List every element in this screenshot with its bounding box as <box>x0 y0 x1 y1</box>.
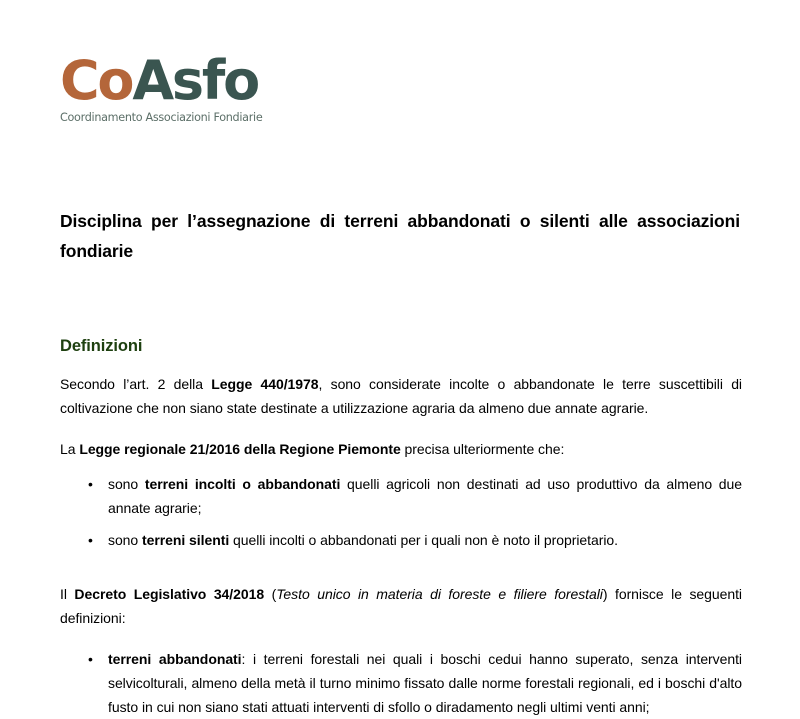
coasfo-logo <box>60 49 290 125</box>
paragraph-legge-regionale-bold: Legge regionale 21/2016 della Regione Piemonte <box>79 441 401 457</box>
list-item <box>60 528 742 552</box>
page-title: Disciplina per l’assegnazione di terreni abbandonati o silenti alle associazioni fondiarie <box>60 211 740 261</box>
list-item-lead: sono <box>108 532 142 548</box>
list-item-lead: sono <box>108 476 145 492</box>
paragraph-decreto-mid: ( <box>264 586 277 602</box>
bullet-icon: • <box>88 532 93 548</box>
paragraph-decreto-bold: Decreto Legislativo 34/2018 <box>74 586 265 602</box>
definizioni-list-regionale <box>60 472 742 552</box>
list-item-rest: quelli incolti o abbandonati per i quali non è noto il proprietario. <box>229 532 618 548</box>
paragraph-decreto-rest: ) fornisce le seguenti definizioni: <box>60 586 742 626</box>
list-item-bold: terreni abbandonati <box>108 651 242 667</box>
paragraph-legge-regionale-lead: La <box>60 441 80 457</box>
list-item <box>60 472 742 520</box>
paragraph-legge-regionale <box>60 437 742 461</box>
paragraph-decreto-italic: Testo unico in materia di foreste e filiere forestali <box>276 586 603 602</box>
paragraph-decreto-lead: Il <box>60 586 75 602</box>
paragraph-decreto-legislativo <box>60 582 742 630</box>
paragraph-legge-440-bold: Legge 440/1978 <box>211 376 319 392</box>
definizioni-list-decreto <box>60 647 742 719</box>
logo-wordmark-asfo: Asfo <box>132 49 259 112</box>
list-item-bold: terreni silenti <box>142 532 230 548</box>
logo-wordmark-co: Co <box>60 49 133 112</box>
section-heading-definizioni: Definizioni <box>60 337 143 355</box>
list-item-rest: quelli agricoli non destinati ad uso produttivo da almeno due annate agrarie; <box>108 476 742 516</box>
list-item-rest: : i terreni forestali nei quali i boschi cedui hanno superato, senza interventi selvicolturali, almeno della metà il turno minimo fissato dalle norme forestali regionali, ed i boschi d'alto fusto in cui non siano stati attuati interventi di sfollo o diradamento negli ultimi venti anni; <box>108 651 742 715</box>
list-item-bold: terreni incolti o abbandonati <box>144 476 341 492</box>
paragraph-legge-440 <box>60 372 742 420</box>
paragraph-legge-regionale-rest: precisa ulteriormente che: <box>400 441 565 457</box>
paragraph-legge-440-rest: , sono considerate incolte o abbandonate le terre suscettibili di coltivazione che non siano state destinate a utilizzazione agraria da almeno due annate agrarie. <box>60 376 742 416</box>
document-body <box>60 336 742 719</box>
list-item <box>60 647 742 719</box>
paragraph-legge-440-lead: Secondo l’art. 2 della <box>60 376 212 392</box>
bullet-icon: • <box>88 476 93 492</box>
bullet-icon: • <box>88 651 93 667</box>
logo-wordmark <box>60 49 290 112</box>
logo-tagline: Coordinamento Associazioni Fondiarie <box>60 111 263 124</box>
